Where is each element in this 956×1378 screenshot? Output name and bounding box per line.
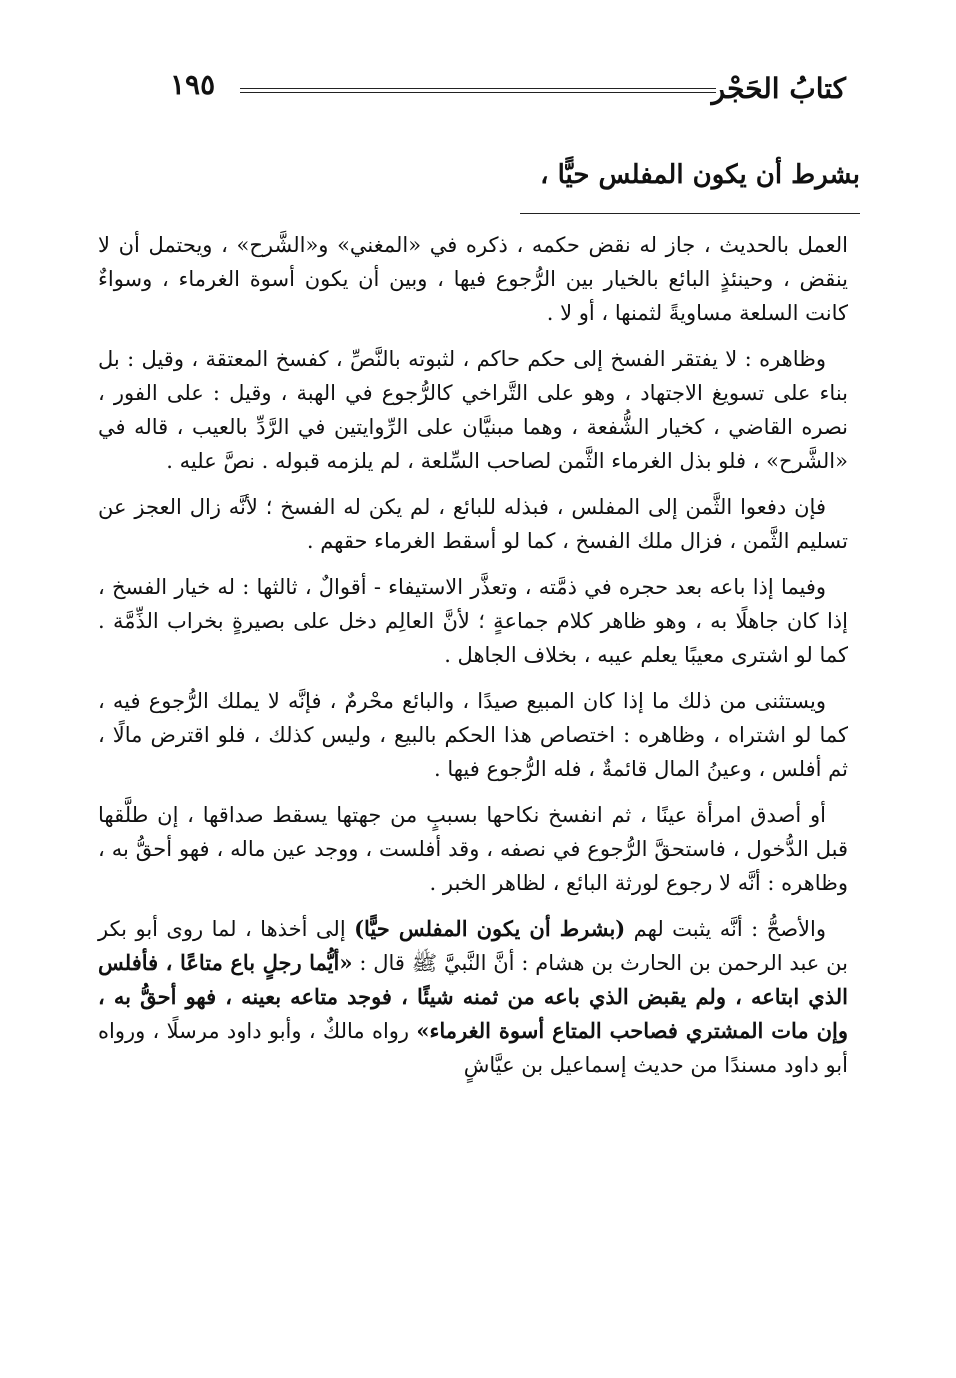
paragraph: أو أصدق امرأة عينًا ، ثم انفسخ نكاحها بسببٍ من جهتها يسقط صداقها ، إن طلَّقها قبل الدُّخول ، فاستحقَّ الرُّجوع في نصفه ، وقد أفلست ، ووجد عين ماله ، فهو أحقُّ به ، وظاهره : أنَّه لا رجوع لورثة البائع ، لظاهر الخبر .	[98, 803, 848, 895]
running-header	[150, 62, 846, 112]
matn-heading	[520, 160, 860, 190]
hadith-quote: «أيُّما رجلٍ باع متاعًا ، فأفلس الذي ابتاعه ، ولم يقبض الذي باعه من ثمنه شيئًا ، فوجد متاعه بعينه ، فهو أحقُّ به ، وإن مات المشتري فصاحب المتاع أسوة الغرماء»	[98, 950, 848, 1043]
matn-rule	[520, 213, 860, 214]
book-title: كتابُ الحَجْر	[711, 72, 846, 105]
matn-text: بشرط أن يكون المفلس حيًّا ،	[540, 160, 860, 190]
paragraph: وظاهره : لا يفتقر الفسخ إلى حكم حاكم ، لثبوته بالنَّصِّ ، كفسخ المعتقة ، وقيل : بل بناء على تسويغ الاجتهاد ، وهو على التَّراخي كالرُّجوع في الهبة ، وقيل : على الفور ، نصره القاضي ، كخيار الشُّفعة ، وهما مبنيَّان على الرِّوايتين في الرَّدِّ بالعيب ، قاله في «الشَّرح» ، فلو بذل الغرماء الثَّمن لصاحب السِّلعة ، لم يلزمه قبوله . نصَّ عليه .	[98, 347, 848, 473]
paragraph-mixed	[98, 912, 848, 1082]
page-number: ١٩٥	[170, 68, 216, 101]
commentary-body	[98, 228, 848, 1094]
matn-quote: (بشرط أن يكون المفلس حيًّا)	[354, 916, 626, 941]
header-rule-double	[240, 92, 716, 93]
text-segment: رواه مالكٌ ، وأبو داود مرسلًا ، ورواه أبو داود مسندًا من حديث إسماعيل بن عيَّاشٍ	[98, 1019, 848, 1077]
paragraph: وفيما إذا باعه بعد حجره في ذمَّته ، وتعذَّر الاستيفاء - أقوالٌ ، ثالثها : له خيار الفسخ ، إذا كان جاهلًا به ، وهو ظاهر كلام جماعةٍ ؛ لأنَّ العالِم دخل على بصيرةٍ بخراب الذِّمَّة . كما لو اشترى معيبًا يعلم عيبه ، بخلاف الجاهل .	[98, 575, 848, 667]
paragraph: ويستثنى من ذلك ما إذا كان المبيع صيدًا ، والبائع محْرمٌ ، فإنَّه لا يملك الرُّجوع فيه ، كما لو اشتراه ، وظاهره : اختصاص هذا الحكم بالبيع ، وليس كذلك ، فلو اقترض مالًا ، ثم أفلس ، وعينُ المال قائمةٌ ، فله الرُّجوع فيها .	[98, 689, 848, 781]
text-segment: والأصحُّ : أنَّه يثبت لهم	[625, 917, 826, 941]
text-segment: إلى أخذها ، لما روى أبو بكر بن عبد الرحمن بن الحارث بن هشام : أنَّ النَّبيَّ ﷺ قال :	[98, 917, 848, 975]
paragraph: العمل بالحديث ، جاز له نقض حكمه ، ذكره في «المغني» و«الشَّرح» ، ويحتمل أن لا ينقض ، وحينئذٍ البائع بالخيار بين الرُّجوع فيها ، وبين أن يكون أسوة الغرماء ، وسواءٌ كانت السلعة مساويةً لثمنها ، أو لا .	[98, 233, 848, 325]
paragraph: فإن دفعوا الثَّمن إلى المفلس ، فبذله للبائع ، لم يكن له الفسخ ؛ لأنَّه زال العجز عن تسليم الثَّمن ، فزال ملك الفسخ ، كما لو أسقط الغرماء حقهم .	[98, 495, 848, 553]
header-rule	[240, 88, 716, 89]
